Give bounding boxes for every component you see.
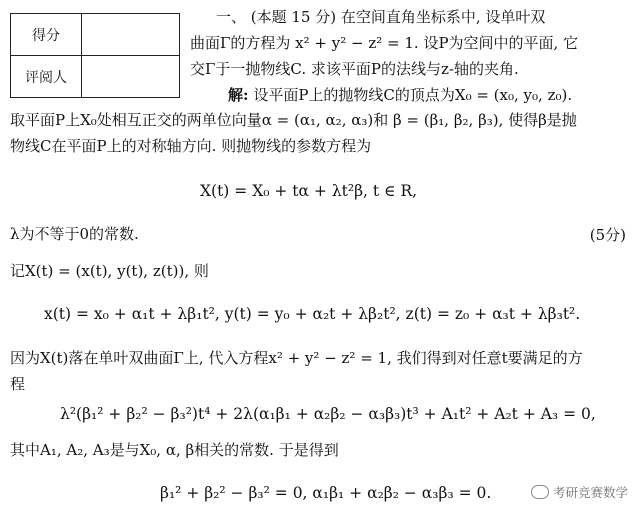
watermark-text: 考研竞赛数学 — [552, 485, 628, 500]
solution-line-3: 物线C在平面P上的对称轴方向. 则抛物线的参数方程为 — [10, 137, 372, 155]
solution-line-4: λ为不等于0的常数. — [10, 225, 139, 243]
equation-components: x(t) = x₀ + α₁t + λβ₁t², y(t) = y₀ + α₂t + λβ₂t², z(t) = z₀ + α₃t + λβ₃t². — [44, 305, 581, 323]
equation-quartic: λ²(β₁² + β₂² − β₃²)t⁴ + 2λ(α₁β₁ + α₂β₂ − α₃β₃)t³ + A₁t² + A₂t + A₃ = 0, — [60, 405, 596, 423]
grader-row — [11, 56, 180, 98]
solution-line-6: 因为X(t)落在单叶双曲面Γ上, 代入方程x² + y² − z² = 1, 我们得到对任意t要满足的方 — [10, 349, 583, 367]
solution-line-5: 记X(t) = (x(t), y(t), z(t)), 则 — [10, 262, 209, 280]
wechat-icon — [531, 485, 549, 499]
solution-intro — [228, 85, 572, 105]
score-mark: (5分) — [589, 226, 626, 244]
solution-intro-text: 设平面P上的抛物线C的顶点为X₀ = (x₀, y₀, z₀). — [248, 86, 573, 104]
problem-line-2: 曲面Γ的方程为 x² + y² − z² = 1. 设P为空间中的平面, 它 — [190, 34, 579, 52]
solution-line-2: 取平面P上X₀处相互正交的两单位向量α = (α₁, α₂, α₃)和 β = (β₁, β₂, β₃), 使得β是抛 — [10, 111, 577, 129]
problem-line-1: 一、 (本题 15 分) 在空间直角坐标系中, 设单叶双 — [216, 8, 546, 26]
score-row — [11, 14, 180, 56]
solution-line-7: 程 — [10, 375, 26, 393]
watermark — [531, 483, 628, 501]
grader-cell — [82, 56, 180, 98]
score-table — [10, 13, 180, 98]
solution-label: 解: — [228, 86, 249, 104]
score-label: 得分 — [11, 14, 82, 56]
problem-line-3: 交Γ于一抛物线C. 求该平面P的法线与z-轴的夹角. — [190, 60, 519, 78]
score-cell — [82, 14, 180, 56]
equation-conditions: β₁² + β₂² − β₃² = 0, α₁β₁ + α₂β₂ − α₃β₃ = 0. — [160, 484, 492, 502]
solution-line-8: 其中A₁, A₂, A₃是与X₀, α, β相关的常数. 于是得到 — [10, 441, 339, 459]
equation-parametric: X(t) = X₀ + tα + λt²β, t ∈ R, — [200, 182, 418, 200]
grader-label: 评阅人 — [11, 56, 82, 98]
